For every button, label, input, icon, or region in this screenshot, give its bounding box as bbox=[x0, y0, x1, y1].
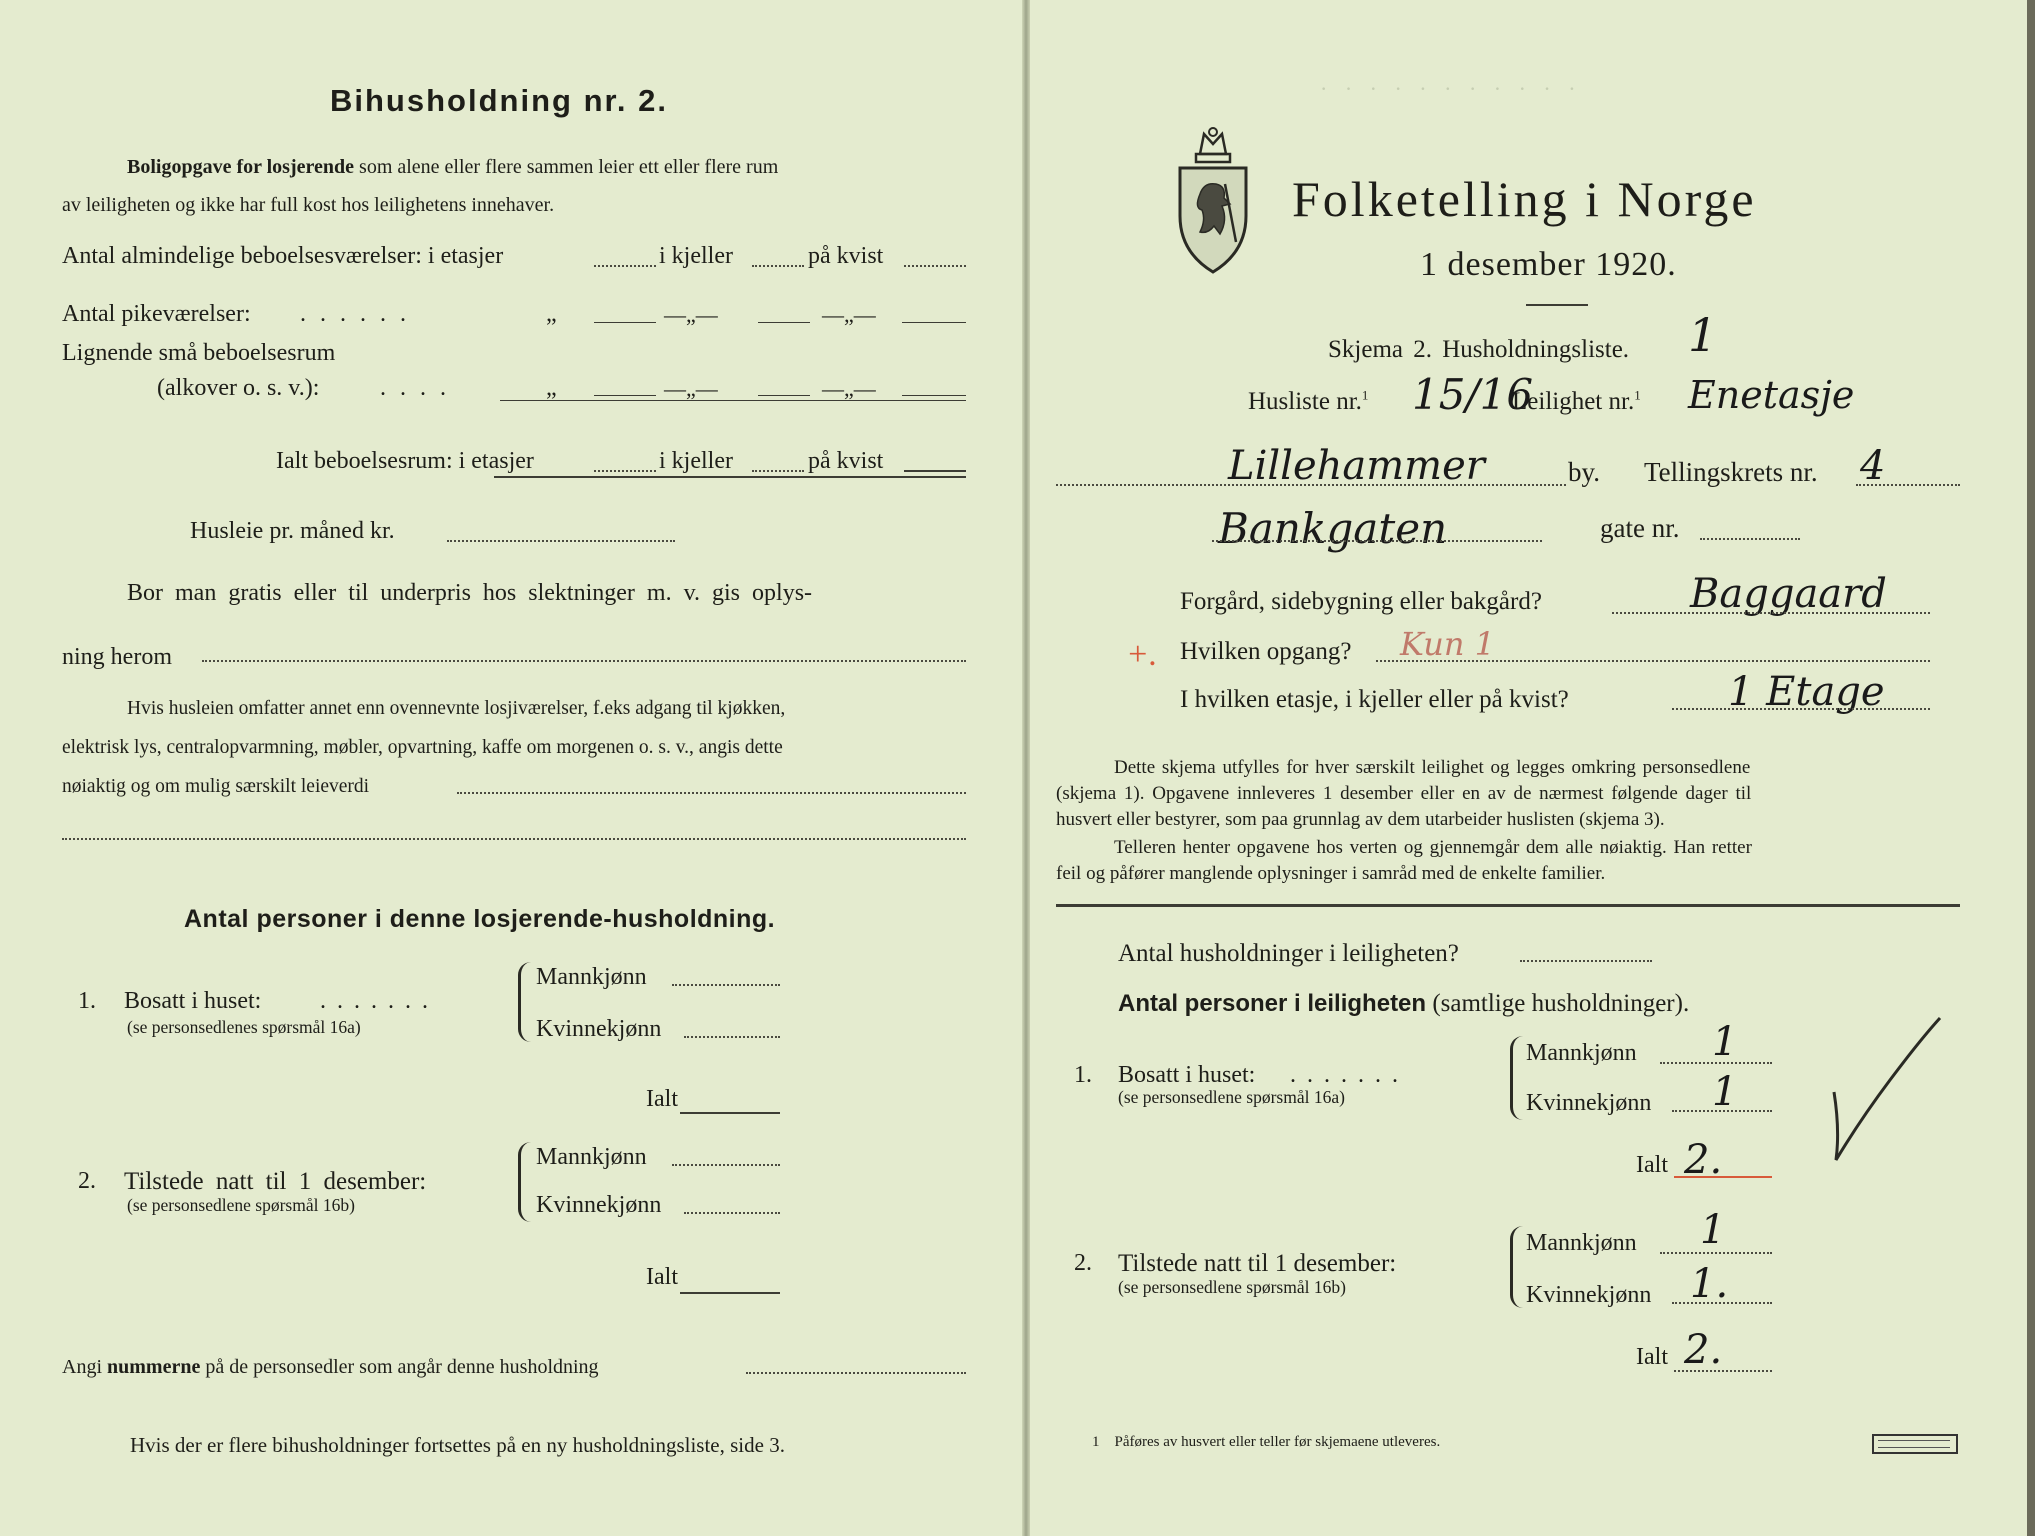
l-q1-male-label: Mannkjønn bbox=[536, 964, 647, 990]
r-q1-female-label: Kvinnekjønn bbox=[1526, 1090, 1652, 1116]
persons-line bbox=[1118, 990, 1689, 1018]
similar-rooms-1: Lignende små beboelsesrum bbox=[62, 340, 336, 366]
similar-etasjer-field[interactable] bbox=[594, 395, 656, 396]
similar-attic-field[interactable] bbox=[902, 395, 966, 396]
r-q2-male-field bbox=[1660, 1252, 1772, 1254]
opgang-label: Hvilken opgang? bbox=[1180, 638, 1352, 665]
total-rooms-label: Ialt beboelsesrum: i etasjer bbox=[276, 448, 534, 474]
rooms-cellar-label: i kjeller bbox=[659, 243, 733, 269]
r-q1-brace bbox=[1510, 1036, 1523, 1120]
persons-bold: Antal personer i leiligheten bbox=[1118, 990, 1427, 1017]
total-attic-label: på kvist bbox=[808, 448, 884, 474]
schema-hw: 1 bbox=[1688, 308, 1718, 362]
maid-dash-2: —„— bbox=[822, 302, 876, 327]
l-q1-dots: ....... bbox=[320, 988, 439, 1014]
numbers-field[interactable] bbox=[746, 1372, 966, 1374]
instr-line-4: Telleren henter opgavene hos verten og gjennemgår dem alle nøiaktig. Han retter bbox=[1114, 837, 1752, 858]
numbers-line-c: på de personsedler som angår denne husholdning bbox=[205, 1356, 599, 1378]
r-q1-sub: (se personsedlene spørsmål 16a) bbox=[1118, 1087, 1345, 1107]
etasje-field bbox=[1672, 708, 1930, 710]
opgang-field bbox=[1376, 660, 1930, 662]
intro-line-1 bbox=[127, 156, 778, 178]
red-pencil-mark: +. bbox=[1126, 636, 1158, 673]
by-label: by. bbox=[1568, 457, 1600, 487]
maid-ditto: „ bbox=[546, 301, 557, 327]
l-q1-female-label: Kvinnekjønn bbox=[536, 1016, 662, 1042]
rent-note-1: Hvis husleien omfatter annet enn ovennevnte losjiværelser, f.eks adgang til kjøkken, bbox=[127, 698, 786, 719]
r-q1-female-field bbox=[1672, 1110, 1772, 1112]
l-q1-total-field[interactable] bbox=[680, 1112, 780, 1114]
l-q2-num: 2. bbox=[78, 1168, 96, 1194]
footnote-line bbox=[1092, 1434, 1440, 1451]
intro-rest: som alene eller flere sammen leier ett eller flere rum bbox=[359, 156, 779, 178]
l-q1-male-field[interactable] bbox=[672, 984, 780, 986]
free-line-2: ning herom bbox=[62, 644, 172, 670]
rent-value-field[interactable] bbox=[457, 792, 966, 794]
leilighet-text: Leilighet nr. bbox=[1512, 388, 1635, 415]
rooms-etasjer-field[interactable] bbox=[594, 265, 656, 267]
footnote-mark: 1 bbox=[1092, 1434, 1100, 1450]
forgard-field bbox=[1612, 612, 1930, 614]
l-q1-brace bbox=[518, 962, 531, 1042]
r-q1-male-label: Mannkjønn bbox=[1526, 1040, 1637, 1066]
r-q2-total-field bbox=[1674, 1370, 1772, 1372]
r-q2-brace bbox=[1510, 1226, 1523, 1308]
r-q1-male-field bbox=[1660, 1062, 1772, 1064]
right-title: Folketelling i Norge bbox=[1292, 171, 1757, 227]
checkmark-icon bbox=[1820, 1010, 1950, 1170]
r-q2-male-label: Mannkjønn bbox=[1526, 1230, 1637, 1256]
krets-hw[interactable]: 4 bbox=[1860, 443, 1886, 489]
left-title: Bihusholdning nr. 2. bbox=[330, 83, 668, 118]
krets-field bbox=[1856, 484, 1960, 486]
maid-dots: ...... bbox=[300, 301, 420, 327]
maid-dash-1: —„— bbox=[664, 302, 718, 327]
l-q2-brace bbox=[518, 1142, 531, 1222]
l-q2-female-label: Kvinnekjønn bbox=[536, 1192, 662, 1218]
rent-note-2: elektrisk lys, centralopvarmning, møbler, opvartning, kaffe om morgenen o. s. v., angis dette bbox=[62, 737, 783, 758]
forgard-label: Forgård, sidebygning eller bakgård? bbox=[1180, 588, 1542, 615]
town-field bbox=[1056, 484, 1566, 486]
r-q1-total-redline bbox=[1674, 1176, 1772, 1178]
street-field bbox=[1212, 540, 1542, 542]
r-q1-total-hw[interactable]: 2. bbox=[1684, 1137, 1723, 1183]
numbers-line-b: nummerne bbox=[107, 1356, 201, 1378]
r-q2-total-label: Ialt bbox=[1636, 1344, 1668, 1370]
krets-label: Tellingskrets nr. bbox=[1644, 457, 1818, 487]
total-etasjer-field[interactable] bbox=[594, 470, 656, 472]
left-footer: Hvis der er flere bihusholdninger fortsettes på en ny husholdningsliste, side 3. bbox=[130, 1433, 785, 1457]
r-q2-total-hw[interactable]: 2. bbox=[1684, 1327, 1723, 1373]
rent-extra-field[interactable] bbox=[62, 838, 966, 840]
similar-dash-1: —„— bbox=[664, 376, 718, 401]
r-q2-label: Tilstede natt til 1 desember: bbox=[1118, 1250, 1397, 1277]
free-line-1: Bor man gratis eller til underpris hos slektninger m. v. gis oplys- bbox=[127, 580, 813, 606]
similar-dash-2: —„— bbox=[822, 376, 876, 401]
r-q1-dots: ....... bbox=[1290, 1062, 1409, 1088]
similar-dots: .... bbox=[380, 375, 460, 401]
persons-rest: (samtlige husholdninger). bbox=[1432, 990, 1690, 1017]
etasje-label: I hvilken etasje, i kjeller eller på kvist? bbox=[1180, 686, 1569, 713]
r-q2-sub: (se personsedlene spørsmål 16b) bbox=[1118, 1277, 1346, 1297]
l-q2-sub: (se personsedlene spørsmål 16b) bbox=[127, 1195, 355, 1215]
l-q1-label: Bosatt i huset: bbox=[124, 988, 262, 1014]
maid-attic-field[interactable] bbox=[902, 322, 966, 323]
gate-field[interactable] bbox=[1700, 538, 1800, 540]
footnote-text: Påføres av husvert eller teller før skjemaene utleveres. bbox=[1114, 1434, 1441, 1450]
similar-ditto: „ bbox=[546, 375, 557, 401]
husliste-text: Husliste nr. bbox=[1248, 388, 1362, 415]
rent-field[interactable] bbox=[447, 540, 675, 542]
leilighet-hw[interactable]: Enetasje bbox=[1688, 373, 1855, 417]
town-hw[interactable]: Lillehammer bbox=[1228, 443, 1485, 489]
numbers-line bbox=[62, 1356, 599, 1378]
total-rooms-underline bbox=[494, 476, 966, 478]
instr-rule bbox=[1056, 904, 1960, 907]
instr-line-1: Dette skjema utfylles for hver særskilt leilighet og legges omkring personsedlene bbox=[1114, 757, 1751, 778]
husliste-sup: 1 bbox=[1361, 387, 1369, 403]
l-q2-label: Tilstede natt til 1 desember: bbox=[124, 1168, 427, 1195]
street-hw[interactable]: Bankgaten bbox=[1218, 504, 1448, 553]
r-q1-female-hw[interactable]: 1 bbox=[1712, 1069, 1738, 1115]
rooms-label: Antal almindelige beboelsesværelser: i etasjer bbox=[62, 243, 504, 269]
l-q1-female-field[interactable] bbox=[684, 1036, 780, 1038]
r-q1-total-label: Ialt bbox=[1636, 1152, 1668, 1178]
right-date: 1 desember 1920. bbox=[1420, 246, 1677, 283]
r-q1-num: 1. bbox=[1074, 1062, 1092, 1088]
leilighet-sup: 1 bbox=[1634, 387, 1641, 403]
total-cellar-label: i kjeller bbox=[659, 448, 733, 474]
opgang-hw[interactable]: Kun 1 bbox=[1400, 625, 1495, 663]
l-q2-total-field[interactable] bbox=[680, 1292, 780, 1294]
instr-line-2: (skjema 1). Opgavene innleveres 1 desember eller en av de nærmest følgende dager til bbox=[1056, 783, 1752, 804]
l-q2-female-field[interactable] bbox=[684, 1212, 780, 1214]
r-q1-label: Bosatt i huset: bbox=[1118, 1062, 1256, 1088]
rent-label: Husleie pr. måned kr. bbox=[190, 518, 395, 544]
leilighet-label bbox=[1512, 388, 1641, 416]
similar-line bbox=[500, 400, 966, 401]
rooms-attic-field[interactable] bbox=[904, 265, 966, 267]
r-q2-female-label: Kvinnekjønn bbox=[1526, 1282, 1652, 1308]
printer-stamp bbox=[1872, 1434, 1958, 1454]
coat-of-arms-icon bbox=[1170, 124, 1256, 276]
rooms-cellar-field[interactable] bbox=[752, 265, 804, 267]
l-q1-num: 1. bbox=[78, 988, 96, 1014]
similar-cellar-field[interactable] bbox=[758, 395, 810, 396]
households-field[interactable] bbox=[1520, 960, 1652, 962]
households-q: Antal husholdninger i leiligheten? bbox=[1118, 940, 1459, 967]
l-q1-sub: (se personsedlenes spørsmål 16a) bbox=[127, 1017, 361, 1037]
maid-etasjer-field[interactable] bbox=[594, 322, 656, 323]
intro-bold: Boligopgave for losjerende bbox=[127, 156, 355, 178]
l-q2-total-label: Ialt bbox=[646, 1264, 678, 1290]
page-edge bbox=[2027, 0, 2035, 1536]
intro-line-2: av leiligheten og ikke har full kost hos leilighetens innehaver. bbox=[62, 194, 555, 216]
l-q2-male-field[interactable] bbox=[672, 1164, 780, 1166]
schema-label: Skjema 2. Husholdningsliste. bbox=[1328, 336, 1630, 363]
r-q2-female-field bbox=[1672, 1302, 1772, 1304]
etasje-hw[interactable]: 1 Etage bbox=[1728, 669, 1885, 715]
r-q1-male-hw[interactable]: 1 bbox=[1712, 1019, 1738, 1065]
rent-note-3: nøiaktig og om mulig særskilt leieverdi bbox=[62, 776, 370, 797]
husliste-hw[interactable]: 15/16 bbox=[1412, 370, 1534, 419]
husliste-label bbox=[1248, 388, 1368, 416]
r-q2-num: 2. bbox=[1074, 1250, 1092, 1276]
forgard-hw[interactable]: Baggaard bbox=[1690, 571, 1887, 617]
bleed-through-text: · · · · · · · · · · · bbox=[1320, 76, 1582, 101]
total-cellar-field[interactable] bbox=[752, 470, 804, 472]
rooms-attic-label: på kvist bbox=[808, 243, 884, 269]
gate-label: gate nr. bbox=[1600, 513, 1680, 543]
title-rule bbox=[1526, 304, 1588, 306]
l-q1-total-label: Ialt bbox=[646, 1086, 678, 1112]
free-field[interactable] bbox=[202, 660, 966, 662]
similar-rooms-2: (alkover o. s. v.): bbox=[157, 375, 320, 401]
persons-heading: Antal personer i denne losjerende-husholdning. bbox=[184, 905, 776, 933]
maid-rooms-label: Antal pikeværelser: bbox=[62, 301, 251, 327]
maid-cellar-field[interactable] bbox=[758, 322, 810, 323]
r-q2-male-hw[interactable]: 1 bbox=[1700, 1207, 1726, 1253]
instr-line-5: feil og påfører manglende oplysninger i samråd med de enkelte familier. bbox=[1056, 863, 1606, 884]
l-q2-male-label: Mannkjønn bbox=[536, 1144, 647, 1170]
page-fold bbox=[1022, 0, 1030, 1536]
total-attic-field[interactable] bbox=[904, 470, 966, 472]
numbers-line-a: Angi bbox=[62, 1356, 102, 1378]
instr-line-3: husvert eller bestyrer, som paa grunnlag av dem utarbeider huslisten (skjema 3). bbox=[1056, 809, 1665, 830]
r-q2-female-hw[interactable]: 1. bbox=[1690, 1261, 1729, 1307]
